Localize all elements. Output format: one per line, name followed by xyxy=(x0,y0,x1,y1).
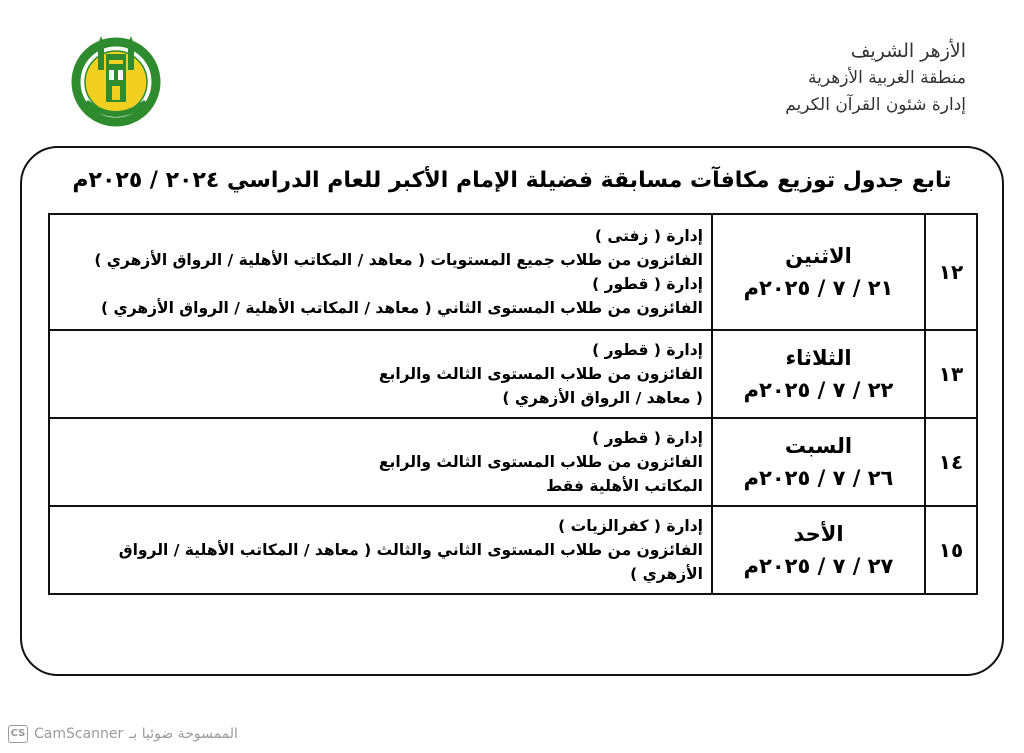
description-line: الفائزون من طلاب المستوى الثاني والثالث ( معاهد / المكاتب الأهلية / الرواق xyxy=(118,541,703,559)
date: ٢٦ / ٧ / ٢٠٢٥م xyxy=(743,466,894,490)
description-line: الفائزون من طلاب المستوى الثاني ( معاهد / المكاتب الأهلية / الرواق الأزهري ) xyxy=(101,299,703,317)
header-line-region: منطقة الغربية الأزهرية xyxy=(808,68,966,88)
description-cell xyxy=(49,506,712,594)
table-row xyxy=(49,214,977,330)
day-name: الأحد xyxy=(793,522,844,546)
day-date-cell xyxy=(712,330,925,418)
description-line: المكاتب الأهلية فقط xyxy=(546,477,703,495)
al-azhar-logo xyxy=(68,30,164,130)
camscanner-watermark xyxy=(8,725,238,743)
row-number: ١٣ xyxy=(925,330,977,418)
document-title: تابع جدول توزيع مكافآت مسابقة فضيلة الإمام الأكبر للعام الدراسي ٢٠٢٤ / ٢٠٢٥م xyxy=(72,168,952,193)
description-line: إدارة ( كفرالزيات ) xyxy=(558,517,703,535)
header-line-department: إدارة شئون القرآن الكريم xyxy=(785,95,966,115)
description-line: إدارة ( قطور ) xyxy=(592,429,703,447)
table-row xyxy=(49,418,977,506)
date: ٢١ / ٧ / ٢٠٢٥م xyxy=(743,276,894,300)
day-date-cell xyxy=(712,506,925,594)
description-line: الفائزون من طلاب المستوى الثالث والرابع xyxy=(378,453,703,471)
table-row xyxy=(49,330,977,418)
description-line: إدارة ( زفتى ) xyxy=(594,227,703,245)
description-cell xyxy=(49,214,712,330)
camscanner-brand: CamScanner xyxy=(34,726,124,742)
day-name: السبت xyxy=(784,434,853,458)
description-line: الفائزون من طلاب المستوى الثالث والرابع xyxy=(378,365,703,383)
description-cell xyxy=(49,418,712,506)
row-number: ١٥ xyxy=(925,506,977,594)
row-number: ١٤ xyxy=(925,418,977,506)
table-row xyxy=(49,506,977,594)
description-line: إدارة ( قطور ) xyxy=(592,341,703,359)
day-date-cell xyxy=(712,214,925,330)
camscanner-caption: الممسوحة ضوئيا بـ xyxy=(129,726,238,742)
header-block xyxy=(666,38,966,119)
day-name: الاثنين xyxy=(785,244,852,268)
camscanner-icon: CS xyxy=(8,725,28,743)
description-line: ( معاهد / الرواق الأزهري ) xyxy=(502,389,703,407)
day-date-cell xyxy=(712,418,925,506)
header-line-azhar: الأزهر الشريف xyxy=(850,40,966,62)
schedule-table xyxy=(48,213,978,595)
description-line: الفائزون من طلاب جميع المستويات ( معاهد / المكاتب الأهلية / الرواق الأزهري ) xyxy=(94,251,703,269)
row-number: ١٢ xyxy=(925,214,977,330)
date: ٢٧ / ٧ / ٢٠٢٥م xyxy=(743,554,894,578)
date: ٢٢ / ٧ / ٢٠٢٥م xyxy=(743,378,894,402)
description-line: إدارة ( قطور ) xyxy=(592,275,703,293)
description-line: الأزهري ) xyxy=(630,565,703,583)
description-cell xyxy=(49,330,712,418)
day-name: الثلاثاء xyxy=(785,346,852,370)
